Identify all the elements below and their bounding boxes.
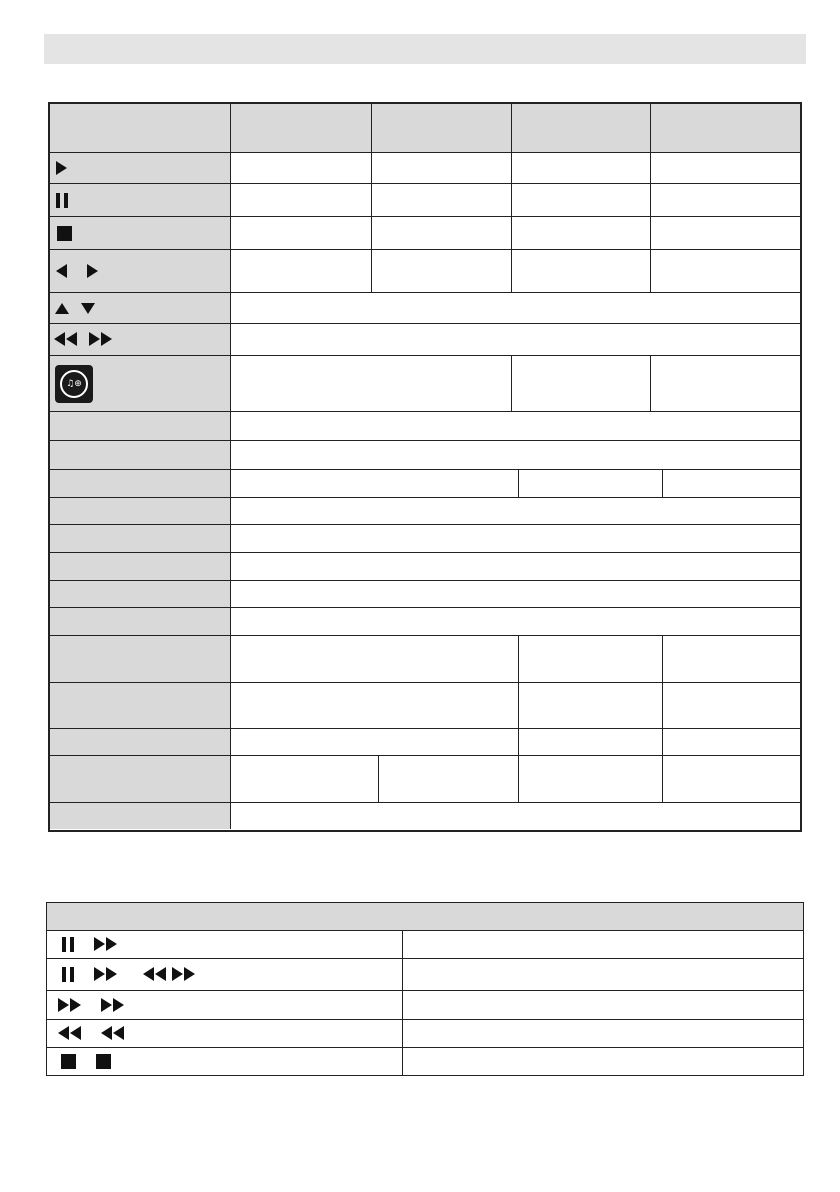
pause-fastforward-icon [62, 936, 117, 952]
play-icon [56, 160, 67, 176]
header-cell-0 [50, 104, 230, 152]
fastforward-fastforward-icon [58, 997, 124, 1013]
header-cell-3 [512, 104, 650, 152]
header-cell-1 [231, 104, 371, 152]
rewind-fastforward-icon [54, 331, 112, 347]
left-right-icon [56, 263, 98, 279]
up-down-icon [55, 300, 95, 316]
stop-icon [57, 225, 72, 241]
stop-stop-icon [61, 1053, 111, 1069]
rewind-rewind-icon [58, 1025, 124, 1041]
combination-header [47, 903, 803, 930]
header-cell-4 [651, 104, 800, 152]
header-cell-2 [372, 104, 511, 152]
pause-icon [56, 192, 68, 208]
pause-fastforward-rewind-fastforward-icon [62, 966, 195, 982]
media-source-icon: ♫⊕ [55, 364, 93, 404]
section-title-bar [44, 34, 806, 64]
